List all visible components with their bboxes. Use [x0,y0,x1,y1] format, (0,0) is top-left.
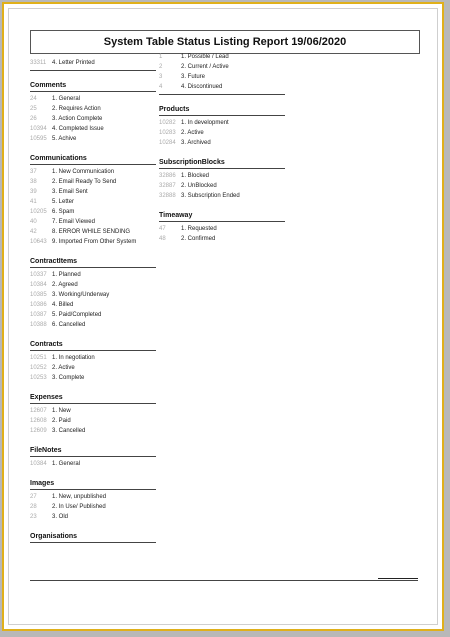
status-label: 1. New Communication [52,169,115,175]
status-label: 6. Spam [52,209,75,215]
status-row [30,492,156,502]
status-row [159,118,285,128]
section-title: Organisations [30,532,156,543]
status-row [30,177,156,187]
status-id: 23 [30,514,37,520]
status-row [159,72,285,82]
status-row [30,197,156,207]
status-row [159,52,285,62]
status-id: 26 [30,116,37,122]
status-row [159,82,285,92]
status-id: 24 [30,96,37,102]
status-id: 39 [30,189,37,195]
status-label: 3. Complete [52,375,85,381]
status-row [30,320,156,330]
status-label: 1. General [52,96,81,102]
status-row [30,270,156,280]
report-title: System Table Status Listing Report 19/06/2020 [30,30,420,54]
section-title: Timeaway [159,211,285,222]
status-section [30,58,156,71]
status-label: 2. Email Ready To Send [52,179,117,185]
status-row [30,167,156,177]
status-id: 28 [30,504,37,510]
status-id: 38 [30,179,37,185]
status-row [30,406,156,416]
status-id: 10595 [30,136,47,142]
status-label: 5. Paid/Completed [52,312,102,318]
section-title: ContractItems [30,257,156,268]
status-label: 3. Archived [181,140,211,146]
left-column [30,58,156,553]
status-section [30,532,156,543]
status-row [30,94,156,104]
status-id: 32886 [159,173,176,179]
status-label: 4. Billed [52,302,74,308]
status-row [159,224,285,234]
status-id: 32888 [159,193,176,199]
status-id: 41 [30,199,37,205]
status-id: 10252 [30,365,47,371]
section-title: FileNotes [30,446,156,457]
status-label: 1. In negotiation [52,355,95,361]
section-title: Products [159,105,285,116]
status-label: 4. Letter Printed [52,60,95,66]
status-id: 3 [159,74,163,80]
status-label: 4. Completed Issue [52,126,104,132]
status-label: 2. UnBlocked [181,183,217,189]
status-row [159,62,285,72]
status-id: 10384 [30,282,47,288]
status-section [30,81,156,144]
status-id: 4 [159,84,163,90]
status-label: 1. Planned [52,272,81,278]
section-title: Comments [30,81,156,92]
section-title: Images [30,479,156,490]
status-row [159,128,285,138]
status-label: 6. Cancelled [52,322,86,328]
status-id: 10337 [30,272,47,278]
status-id: 37 [30,169,37,175]
status-label: 1. General [52,461,81,467]
status-id: 10386 [30,302,47,308]
status-id: 32887 [159,183,176,189]
status-section [30,446,156,469]
status-label: 1. New [52,408,71,414]
status-id: 10387 [30,312,47,318]
status-section [30,479,156,522]
status-row [30,502,156,512]
status-id: 1 [159,54,163,60]
status-row [30,310,156,320]
status-id: 10283 [159,130,176,136]
status-section [30,154,156,247]
status-row [30,124,156,134]
status-section [30,257,156,330]
status-label: 3. Cancelled [52,428,86,434]
status-label: 1. Possible / Lead [181,54,229,60]
status-label: 3. Subscription Ended [181,193,240,199]
status-label: 5. Achive [52,136,77,142]
status-id: 12608 [30,418,47,424]
status-row [30,353,156,363]
status-id: 27 [30,494,37,500]
status-row [30,512,156,522]
status-row [30,207,156,217]
status-label: 9. Imported From Other System [52,239,137,245]
status-label: 1. Blocked [181,173,210,179]
section-divider [159,94,285,95]
status-id: 12607 [30,408,47,414]
status-row [30,426,156,436]
status-id: 10388 [30,322,47,328]
status-id: 48 [159,236,166,242]
section-divider [30,70,156,71]
status-label: 2. Confirmed [181,236,216,242]
status-section [159,158,285,201]
status-label: 1. New, unpublished [52,494,107,500]
status-label: 3. Email Sent [52,189,88,195]
status-row [30,416,156,426]
status-label: 4. Discontinued [181,84,223,90]
status-label: 8. ERROR WHILE SENDING [52,229,131,235]
status-id: 10643 [30,239,47,245]
status-section [159,52,285,95]
status-row [159,191,285,201]
status-id: 47 [159,226,166,232]
status-label: 2. Current / Active [181,64,229,70]
status-label: 5. Letter [52,199,75,205]
status-section [159,105,285,148]
status-label: 3. Action Complete [52,116,103,122]
status-row [30,280,156,290]
status-row [159,181,285,191]
status-row [30,237,156,247]
status-id: 10253 [30,375,47,381]
status-row [30,134,156,144]
status-id: 10284 [159,140,176,146]
status-row [30,459,156,469]
section-title: Expenses [30,393,156,404]
status-label: 2. In Use/ Published [52,504,106,510]
status-label: 2. Agreed [52,282,78,288]
status-row [30,290,156,300]
status-row [30,58,156,68]
status-id: 10384 [30,461,47,467]
status-section [30,393,156,436]
status-row [30,104,156,114]
status-id: 42 [30,229,37,235]
status-id: 2 [159,64,163,70]
status-section [159,211,285,244]
section-title: Communications [30,154,156,165]
status-row [159,171,285,181]
status-row [30,217,156,227]
status-label: 3. Old [52,514,69,520]
status-label: 2. Requires Action [52,106,101,112]
status-id: 10251 [30,355,47,361]
status-row [159,234,285,244]
right-column [159,52,285,254]
status-label: 2. Paid [52,418,71,424]
status-label: 1. Requested [181,226,217,232]
status-row [30,187,156,197]
status-id: 12609 [30,428,47,434]
status-label: 1. In development [181,120,229,126]
status-label: 2. Active [52,365,75,371]
status-row [159,138,285,148]
status-label: 3. Working/Underway [52,292,110,298]
status-row [30,300,156,310]
status-id: 40 [30,219,37,225]
status-label: 7. Email Viewed [52,219,95,225]
status-id: 33311 [30,60,47,66]
section-title: SubscriptionBlocks [159,158,285,169]
status-label: 3. Future [181,74,206,80]
footer-divider [30,580,418,581]
status-id: 10394 [30,126,47,132]
status-section [30,340,156,383]
status-id: 10205 [30,209,47,215]
status-label: 2. Active [181,130,204,136]
section-title: Contracts [30,340,156,351]
status-row [30,373,156,383]
status-id: 25 [30,106,37,112]
status-row [30,227,156,237]
status-row [30,114,156,124]
status-id: 10385 [30,292,47,298]
status-row [30,363,156,373]
status-id: 10282 [159,120,176,126]
footer-divider-accent [378,578,418,579]
